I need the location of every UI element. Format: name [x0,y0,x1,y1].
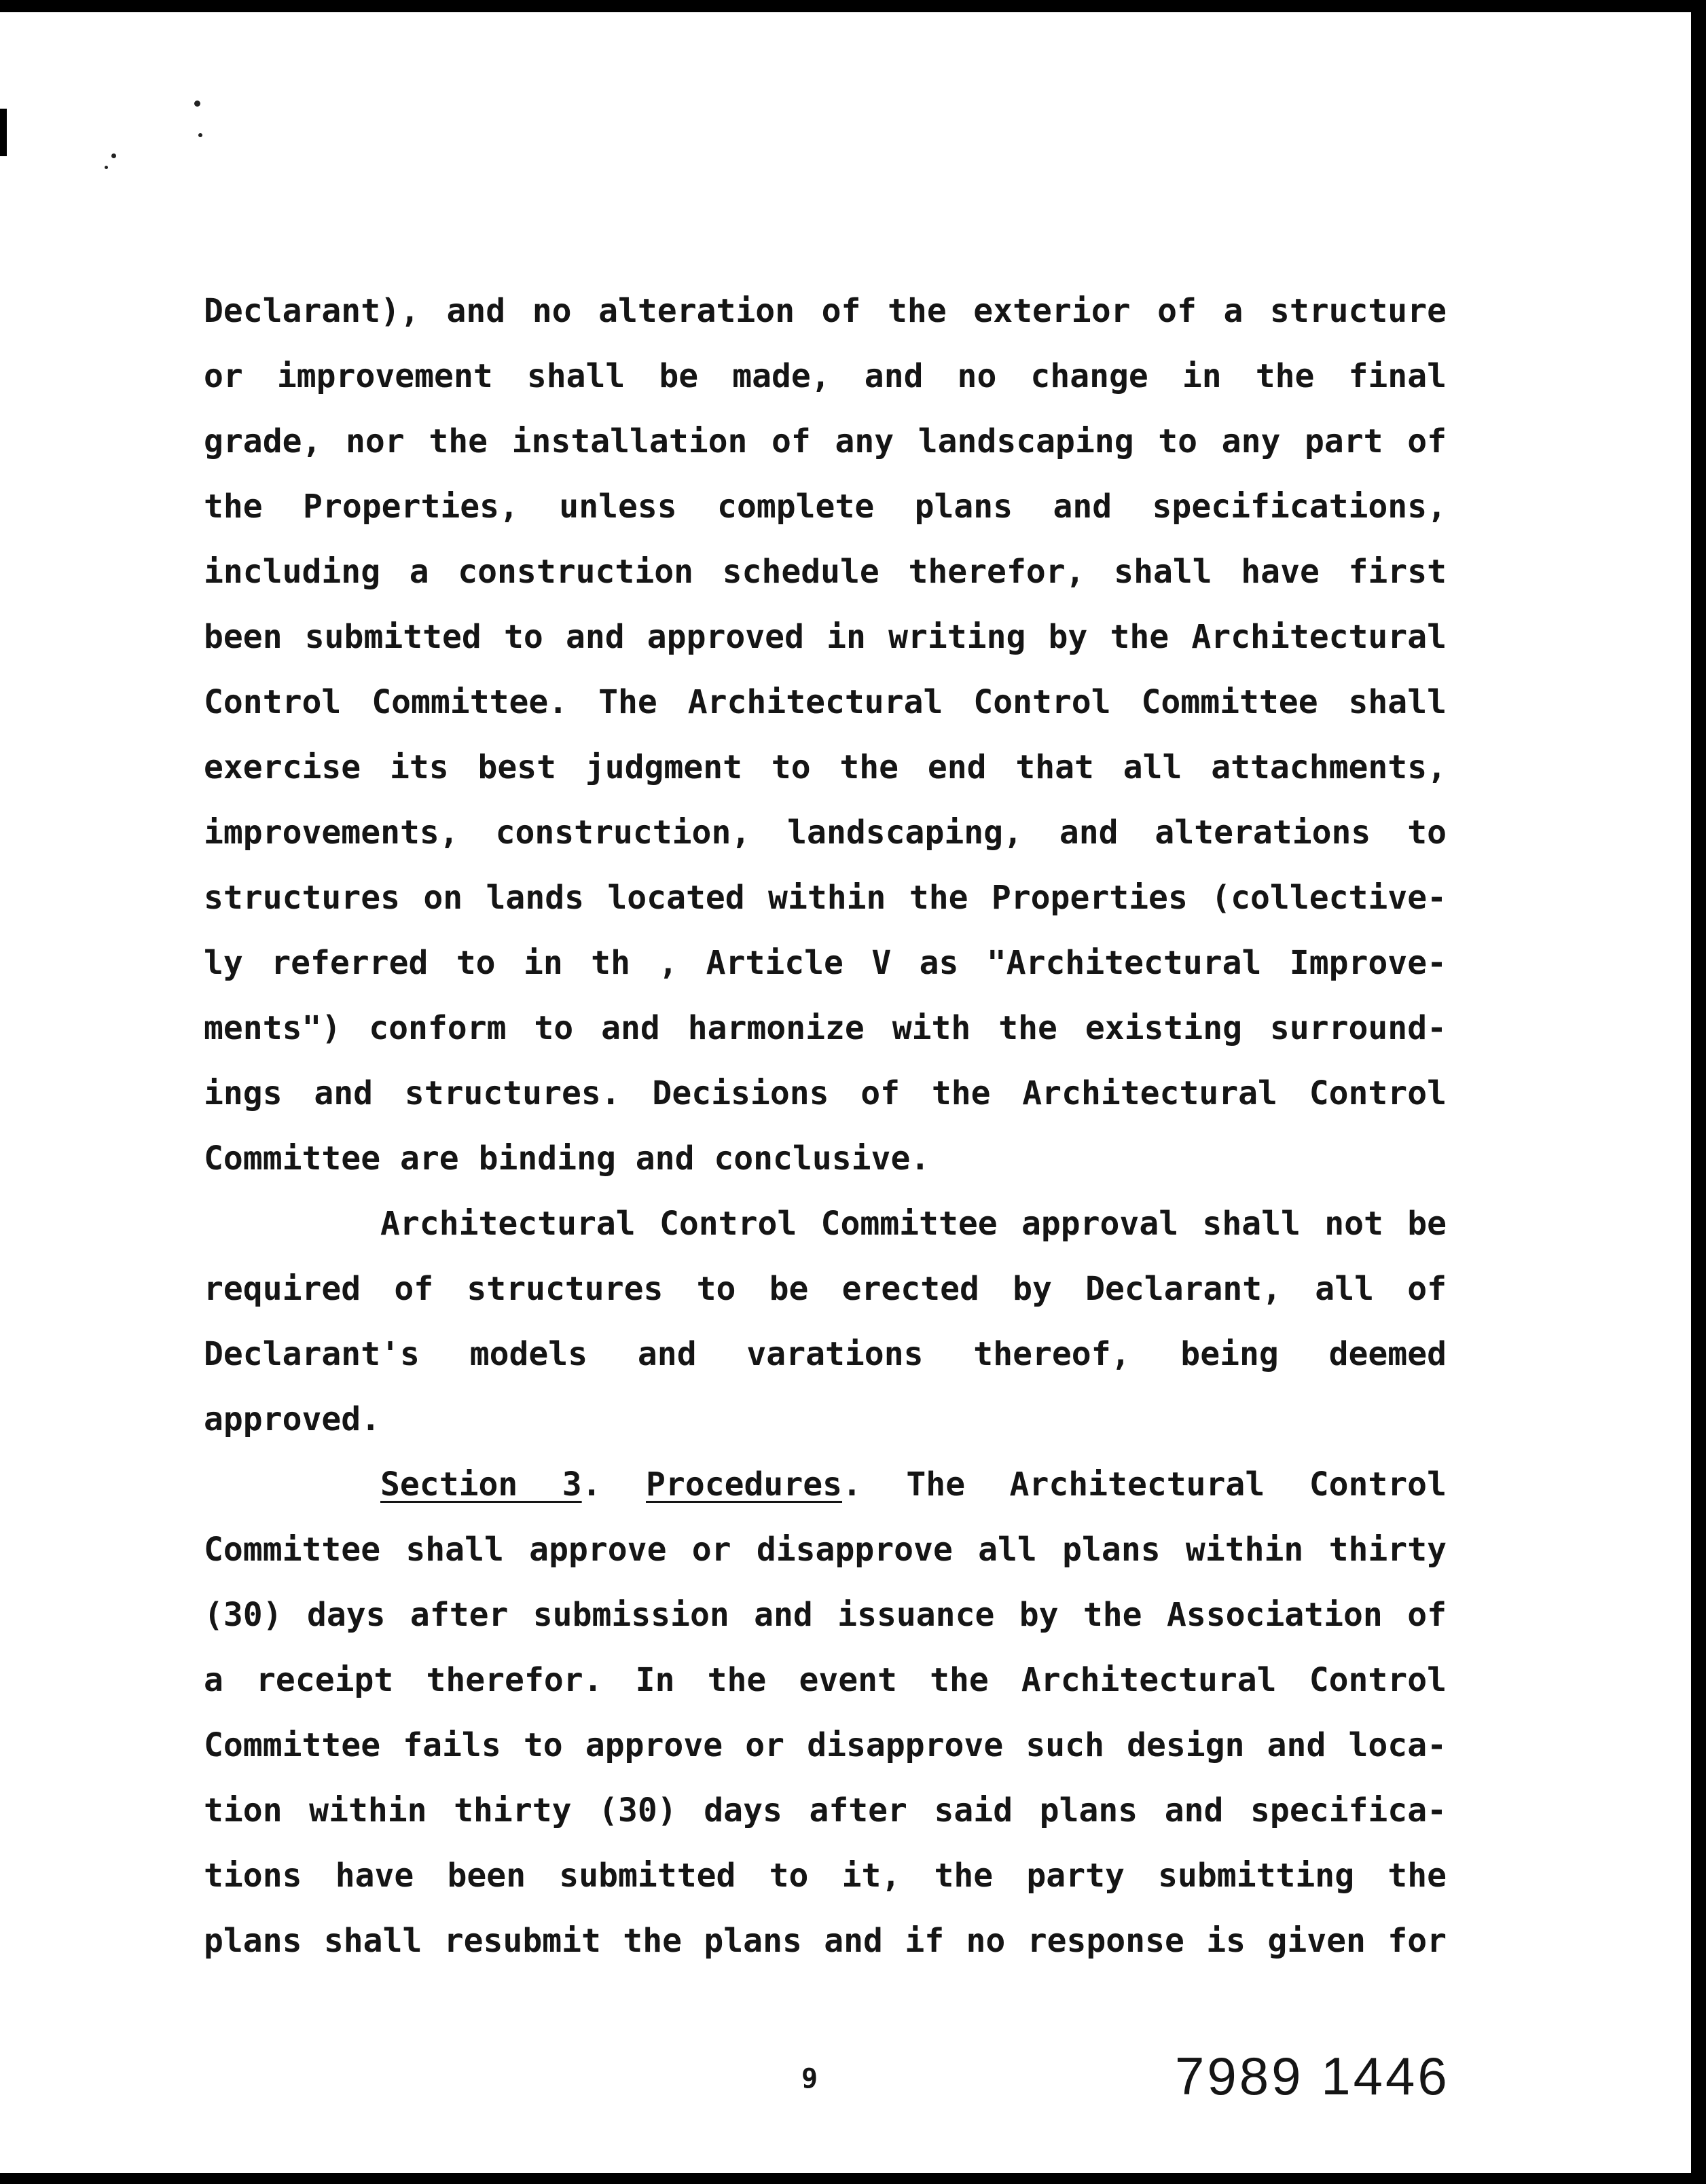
section-title-punct: . [842,1466,862,1504]
text-line: including a construction schedule therefor, shall have first [204,553,1447,591]
scan-speck [198,133,202,137]
page-number: 9 [801,2063,818,2094]
section-label-punct: . [581,1466,602,1504]
scan-border-top [0,0,1706,12]
text-line: ings and structures. Decisions of the Architectural Control [204,1074,1447,1112]
text-line: (30) days after submission and issuance by the Association of [204,1596,1447,1634]
section-first-line-text: The Architectural Control [906,1466,1447,1504]
scan-speck [194,101,200,107]
scan-edge-mark [0,109,7,156]
text-line: improvements, construction, landscaping, and alterations to [204,814,1447,852]
text-line: a receipt therefor. In the event the Architectural Control [204,1661,1447,1699]
text-line: ly referred to in th , Article V as "Architectural Improve- [204,944,1447,982]
text-line: approved. [204,1400,381,1438]
text-line: structures on lands located within the Properties (collective- [204,879,1447,917]
section-heading-line [204,1452,1447,1517]
scan-speck [105,166,108,169]
text-line: Committee shall approve or disapprove all plans within thirty [204,1531,1447,1569]
text-line: exercise its best judgment to the end that all attachments, [204,748,1447,786]
text-line: Control Committee. The Architectural Control Committee shall [204,683,1447,721]
text-line: required of structures to be erected by Declarant, all of [204,1270,1447,1308]
text-line: Committee are binding and conclusive. [204,1140,930,1178]
text-line: been submitted to and approved in writing by the Architectural [204,618,1447,656]
text-line: Declarant), and no alteration of the exterior of a structure [204,292,1447,330]
scan-speck [111,153,116,158]
scan-border-bottom [0,2173,1706,2184]
section-title: Procedures [646,1466,843,1504]
text-line: Architectural Control Committee approval shall not be [380,1205,1447,1243]
scan-border-right [1691,0,1706,2184]
body-text [204,278,1447,1973]
text-line: tion within thirty (30) days after said plans and specifica- [204,1791,1447,1830]
text-line: the Properties, unless complete plans and specifications, [204,488,1447,526]
text-line: tions have been submitted to it, the party submitting the [204,1857,1447,1895]
text-line: grade, nor the installation of any landscaping to any part of [204,422,1447,460]
document-id: 7989 1446 [1175,2046,1450,2106]
text-line: plans shall resubmit the plans and if no response is given for [204,1922,1447,1960]
text-line: ments") conform to and harmonize with the existing surround- [204,1009,1447,1047]
text-line: Declarant's models and varations thereof, being deemed [204,1335,1447,1373]
text-line: or improvement shall be made, and no change in the final [204,357,1447,395]
section-label: Section 3 [380,1466,582,1504]
text-line: Committee fails to approve or disapprove such design and loca- [204,1726,1447,1764]
